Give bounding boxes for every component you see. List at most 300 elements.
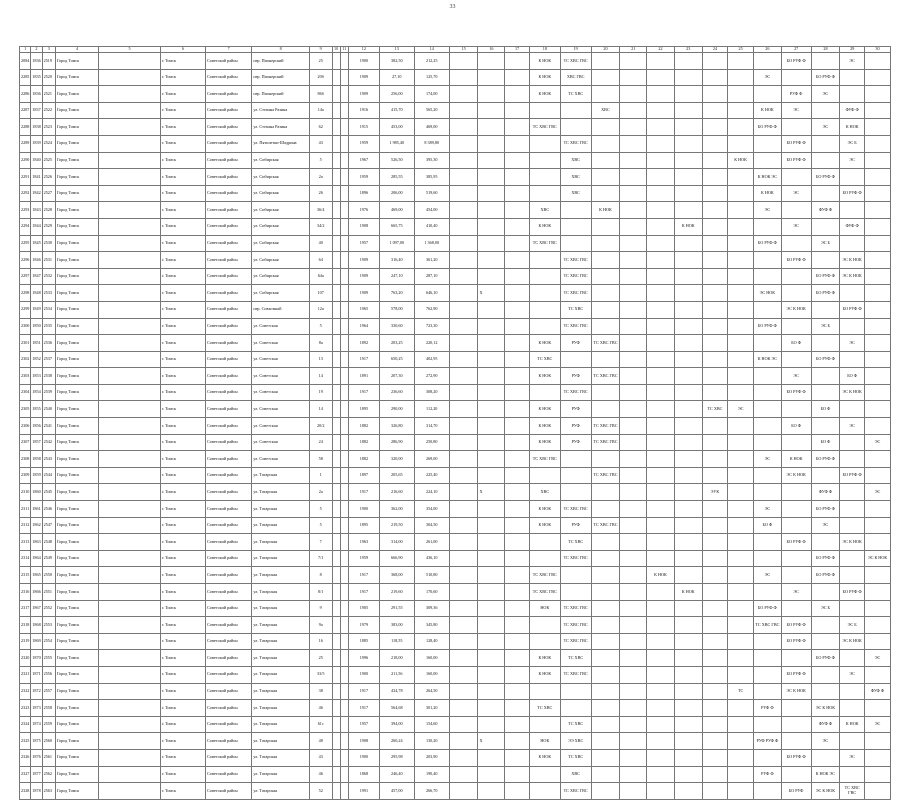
table-cell: ТС ХВС ГВС: [529, 119, 560, 136]
table-cell: г. Томск: [160, 252, 205, 269]
table-cell: ТС ХВС ГВС: [560, 633, 591, 650]
table-cell: [332, 268, 340, 285]
table-cell: БО РУФ Ф: [811, 567, 840, 584]
table-cell: [754, 534, 782, 551]
table-cell: [591, 318, 620, 335]
table-cell: [332, 434, 340, 451]
table-cell: [529, 534, 560, 551]
table-cell: [99, 534, 161, 551]
table-cell: [865, 600, 891, 617]
table-cell: [865, 633, 891, 650]
table-cell: [620, 301, 647, 318]
table-cell: [478, 434, 505, 451]
table-cell: 308,20: [414, 384, 449, 401]
table-cell: [478, 749, 505, 766]
table-cell: 1876: [31, 749, 42, 766]
table-cell: [340, 335, 348, 352]
table-cell: 58: [309, 451, 332, 468]
table-cell: [332, 517, 340, 534]
table-cell: 2523: [42, 119, 55, 136]
table-cell: [728, 351, 754, 368]
table-cell: [449, 102, 478, 119]
table-cell: [674, 69, 702, 86]
table-cell: ЭС К НОК: [811, 783, 840, 800]
table-cell: [340, 351, 348, 368]
column-header: 3: [42, 47, 55, 53]
table-cell: X: [478, 285, 505, 302]
table-cell: Город Томск: [55, 268, 98, 285]
table-cell: [754, 584, 782, 601]
table-cell: Советский район: [206, 567, 252, 584]
table-cell: [340, 218, 348, 235]
table-cell: [674, 617, 702, 634]
table-cell: [505, 783, 530, 800]
table-cell: ХВС: [560, 766, 591, 783]
table-cell: Город Томск: [55, 567, 98, 584]
table-cell: [505, 650, 530, 667]
table-cell: 1917: [348, 584, 379, 601]
table-cell: 8: [309, 567, 332, 584]
table-cell: 646,10: [414, 285, 449, 302]
table-cell: [674, 700, 702, 717]
table-cell: 8/1: [309, 584, 332, 601]
table-cell: [478, 467, 505, 484]
table-row: [20, 716, 891, 733]
table-cell: [449, 169, 478, 186]
table-cell: 290,00: [379, 401, 414, 418]
table-cell: 1900: [348, 501, 379, 518]
table-cell: 1917: [348, 567, 379, 584]
table-cell: г. Томск: [160, 169, 205, 186]
table-cell: [865, 534, 891, 551]
table-cell: 1 368,00: [414, 235, 449, 252]
table-cell: 5: [309, 318, 332, 335]
table-cell: [811, 384, 840, 401]
table-cell: 2307: [20, 434, 31, 451]
table-cell: [674, 301, 702, 318]
table-cell: г. Томск: [160, 351, 205, 368]
table-cell: К НОК: [591, 202, 620, 219]
table-cell: [591, 567, 620, 584]
table-cell: [529, 384, 560, 401]
table-cell: 1865: [31, 567, 42, 584]
table-cell: [781, 484, 811, 501]
table-cell: [728, 434, 754, 451]
table-cell: [340, 766, 348, 783]
table-cell: [340, 783, 348, 800]
table-cell: [754, 268, 782, 285]
table-cell: [449, 252, 478, 269]
table-cell: 2541: [42, 418, 55, 435]
table-cell: 212,25: [414, 53, 449, 70]
table-cell: 264,50: [414, 683, 449, 700]
table-cell: 46: [309, 700, 332, 717]
table-cell: 2554: [42, 633, 55, 650]
table-cell: 118,55: [379, 633, 414, 650]
table-cell: 291,55: [379, 600, 414, 617]
table-cell: Город Томск: [55, 135, 98, 152]
table-cell: 295,98: [379, 749, 414, 766]
table-cell: [865, 169, 891, 186]
table-cell: [529, 102, 560, 119]
table-cell: Советский район: [206, 368, 252, 385]
table-cell: ТС ХВС ГВС: [754, 617, 782, 634]
table-cell: 1917: [348, 384, 379, 401]
table-row: [20, 484, 891, 501]
table-cell: [449, 733, 478, 750]
table-cell: 1908: [348, 733, 379, 750]
table-cell: [865, 617, 891, 634]
table-cell: [865, 567, 891, 584]
table-cell: К НОК: [529, 69, 560, 86]
table-cell: пер. Совхозный: [252, 301, 310, 318]
table-cell: ЭС К НОК: [840, 252, 865, 269]
table-cell: ТС ХВС: [560, 749, 591, 766]
table-cell: К НОК: [529, 53, 560, 70]
table-cell: 345,80: [414, 617, 449, 634]
table-cell: 36/4: [309, 202, 332, 219]
table-cell: 62: [309, 119, 332, 136]
table-cell: [99, 733, 161, 750]
table-cell: г. Томск: [160, 617, 205, 634]
table-cell: БО Ф: [811, 434, 840, 451]
table-cell: [702, 152, 728, 169]
table-cell: Город Томск: [55, 517, 98, 534]
table-cell: 8а: [309, 335, 332, 352]
table-cell: [674, 550, 702, 567]
table-cell: [674, 285, 702, 302]
table-cell: 1839: [31, 135, 42, 152]
table-cell: [840, 451, 865, 468]
table-cell: [674, 451, 702, 468]
table-cell: [505, 268, 530, 285]
table-cell: ТС ХВС ГВС: [529, 584, 560, 601]
table-cell: РУФ: [560, 368, 591, 385]
table-cell: 2555: [42, 650, 55, 667]
table-cell: [99, 152, 161, 169]
table-cell: 1892: [348, 335, 379, 352]
table-cell: 1897: [348, 467, 379, 484]
table-cell: 1855: [31, 401, 42, 418]
table-cell: [728, 517, 754, 534]
table-cell: ТС ХВС: [529, 351, 560, 368]
table-cell: [865, 102, 891, 119]
table-cell: БО РУФ Ф: [781, 666, 811, 683]
table-cell: [620, 434, 647, 451]
table-cell: 2539: [42, 384, 55, 401]
table-cell: [702, 501, 728, 518]
table-cell: 330,60: [379, 318, 414, 335]
table-row: [20, 86, 891, 103]
table-cell: [591, 185, 620, 202]
table-cell: [340, 733, 348, 750]
table-cell: [620, 501, 647, 518]
table-cell: 665,75: [379, 218, 414, 235]
table-cell: [728, 550, 754, 567]
table-cell: [591, 301, 620, 318]
table-cell: [332, 135, 340, 152]
table-cell: [865, 135, 891, 152]
table-cell: Советский район: [206, 152, 252, 169]
table-cell: 107: [309, 285, 332, 302]
table-cell: ЭС: [840, 53, 865, 70]
table-cell: [647, 783, 675, 800]
table-cell: [620, 600, 647, 617]
table-cell: [505, 434, 530, 451]
column-header: 19: [560, 47, 591, 53]
table-cell: [505, 749, 530, 766]
table-cell: [478, 384, 505, 401]
table-cell: [99, 484, 161, 501]
table-cell: [728, 235, 754, 252]
table-cell: 1872: [31, 683, 42, 700]
table-cell: [728, 268, 754, 285]
table-cell: 160,00: [414, 650, 449, 667]
table-cell: 1882: [348, 451, 379, 468]
table-cell: 216,60: [379, 484, 414, 501]
table-cell: [505, 169, 530, 186]
table-cell: [674, 335, 702, 352]
table-cell: 2306: [20, 418, 31, 435]
table-cell: 1967: [348, 152, 379, 169]
table-cell: ТС ХВС: [560, 86, 591, 103]
table-cell: [620, 285, 647, 302]
table-cell: ЭС: [840, 418, 865, 435]
table-cell: [781, 434, 811, 451]
table-cell: [560, 484, 591, 501]
table-cell: г. Томск: [160, 451, 205, 468]
table-cell: [560, 235, 591, 252]
table-cell: 1842: [31, 185, 42, 202]
column-header: 16: [478, 47, 505, 53]
table-cell: [865, 69, 891, 86]
table-cell: Советский район: [206, 550, 252, 567]
table-cell: 1964: [348, 318, 379, 335]
table-cell: [840, 86, 865, 103]
table-cell: [647, 102, 675, 119]
table-cell: 2550: [42, 567, 55, 584]
table-cell: [332, 202, 340, 219]
table-cell: 1869: [31, 633, 42, 650]
table-cell: БО РУФ Ф: [781, 749, 811, 766]
table-cell: [505, 401, 530, 418]
table-cell: РУФ: [560, 434, 591, 451]
table-cell: [560, 218, 591, 235]
table-cell: г. Томск: [160, 567, 205, 584]
table-cell: Советский район: [206, 633, 252, 650]
table-cell: Советский район: [206, 666, 252, 683]
table-cell: [620, 650, 647, 667]
table-cell: ул. Советская: [252, 401, 310, 418]
table-cell: ФУФ Ф: [840, 218, 865, 235]
table-cell: [781, 351, 811, 368]
table-cell: 43: [309, 135, 332, 152]
table-cell: Советский район: [206, 335, 252, 352]
table-cell: [674, 268, 702, 285]
table-cell: [332, 185, 340, 202]
table-cell: 26: [309, 185, 332, 202]
table-cell: Советский район: [206, 301, 252, 318]
table-cell: [560, 119, 591, 136]
table-cell: [332, 484, 340, 501]
table-cell: Советский район: [206, 235, 252, 252]
table-cell: БО РУФ Ф: [811, 451, 840, 468]
table-cell: 1836: [31, 86, 42, 103]
table-cell: [647, 467, 675, 484]
table-cell: Советский район: [206, 384, 252, 401]
table-cell: 1848: [31, 285, 42, 302]
table-cell: 1857: [31, 434, 42, 451]
table-cell: 170,60: [414, 584, 449, 601]
table-cell: г. Томск: [160, 434, 205, 451]
table-cell: [99, 102, 161, 119]
table-cell: [840, 600, 865, 617]
table-cell: [647, 384, 675, 401]
table-cell: ТС ХВС ГВС: [529, 451, 560, 468]
table-cell: РУФ: [560, 418, 591, 435]
table-cell: [865, 318, 891, 335]
table-cell: Советский район: [206, 119, 252, 136]
table-cell: Советский район: [206, 268, 252, 285]
table-cell: 1853: [31, 368, 42, 385]
table-cell: Город Томск: [55, 451, 98, 468]
column-header: 6: [160, 47, 205, 53]
table-cell: [449, 617, 478, 634]
table-cell: 301,20: [414, 700, 449, 717]
table-cell: БО РУФ Ф: [781, 633, 811, 650]
table-cell: [620, 418, 647, 435]
table-cell: 1862: [31, 517, 42, 534]
table-cell: 1873: [31, 700, 42, 717]
table-cell: 2319: [20, 633, 31, 650]
table-cell: 219,60: [379, 584, 414, 601]
table-cell: [505, 700, 530, 717]
table-cell: [478, 152, 505, 169]
table-cell: [332, 749, 340, 766]
table-cell: 1845: [31, 235, 42, 252]
table-cell: ЭС: [754, 567, 782, 584]
table-row: [20, 666, 891, 683]
table-cell: 12а: [309, 301, 332, 318]
table-cell: 2529: [42, 218, 55, 235]
table-cell: [865, 700, 891, 717]
table-cell: [728, 467, 754, 484]
table-cell: [340, 617, 348, 634]
column-header: 10: [332, 47, 340, 53]
table-cell: [505, 517, 530, 534]
column-header: 23: [674, 47, 702, 53]
table-row: [20, 69, 891, 86]
table-cell: 1917: [348, 484, 379, 501]
table-cell: Советский район: [206, 401, 252, 418]
table-cell: [449, 683, 478, 700]
table-cell: [702, 368, 728, 385]
table-row: [20, 650, 891, 667]
table-cell: [591, 451, 620, 468]
table-cell: 2296: [20, 252, 31, 269]
table-row: [20, 617, 891, 634]
table-cell: 1882: [348, 418, 379, 435]
table-cell: 1909: [348, 268, 379, 285]
table-cell: [340, 418, 348, 435]
table-cell: [728, 600, 754, 617]
table-cell: 1896: [348, 185, 379, 202]
table-cell: [702, 749, 728, 766]
table-cell: 1860: [31, 484, 42, 501]
table-cell: [811, 633, 840, 650]
table-cell: ЭС: [754, 202, 782, 219]
table-cell: [340, 401, 348, 418]
table-cell: Город Томск: [55, 617, 98, 634]
table-cell: [449, 584, 478, 601]
table-cell: [99, 252, 161, 269]
column-header: 30: [865, 47, 891, 53]
table-cell: БО РУФ Ф: [781, 152, 811, 169]
table-cell: [99, 135, 161, 152]
table-row: [20, 235, 891, 252]
table-cell: [478, 700, 505, 717]
column-header: 1: [20, 47, 31, 53]
table-cell: 395,30: [414, 152, 449, 169]
table-cell: ул. Сибирская: [252, 169, 310, 186]
table-cell: Город Томск: [55, 202, 98, 219]
table-cell: [674, 484, 702, 501]
table-cell: 43: [309, 749, 332, 766]
table-cell: 48: [309, 733, 332, 750]
table-cell: ЭС К НОК: [840, 534, 865, 551]
table-cell: РУФ: [560, 517, 591, 534]
table-cell: [728, 285, 754, 302]
table-cell: 453,00: [379, 119, 414, 136]
table-cell: [478, 53, 505, 70]
column-header: 12: [348, 47, 379, 53]
table-cell: [332, 218, 340, 235]
table-cell: 1868: [31, 617, 42, 634]
table-cell: [728, 650, 754, 667]
table-cell: пер. Пионерский: [252, 53, 310, 70]
table-cell: [728, 633, 754, 650]
table-cell: ул. Сибирская: [252, 152, 310, 169]
table-cell: 2а: [309, 484, 332, 501]
table-cell: [332, 617, 340, 634]
table-cell: [529, 318, 560, 335]
table-cell: 5: [309, 152, 332, 169]
table-cell: 266,70: [414, 783, 449, 800]
table-cell: 1835: [31, 69, 42, 86]
table-cell: 1: [309, 467, 332, 484]
table-cell: ул. Советская: [252, 368, 310, 385]
table-cell: [728, 86, 754, 103]
table-cell: БО РУФ Ф: [754, 119, 782, 136]
table-cell: [647, 517, 675, 534]
table-cell: 2291: [20, 169, 31, 186]
table-cell: [811, 185, 840, 202]
table-cell: г. Томск: [160, 268, 205, 285]
table-cell: [620, 202, 647, 219]
table-row: [20, 218, 891, 235]
table-cell: [728, 451, 754, 468]
table-cell: [478, 716, 505, 733]
table-cell: [529, 633, 560, 650]
table-cell: БО РУФ Ф: [811, 650, 840, 667]
table-cell: ТС ХВС ГВС: [560, 135, 591, 152]
table-cell: 650,25: [379, 351, 414, 368]
table-cell: [702, 733, 728, 750]
table-cell: 2535: [42, 318, 55, 335]
table-cell: [674, 102, 702, 119]
table-cell: [674, 235, 702, 252]
table-cell: [620, 86, 647, 103]
